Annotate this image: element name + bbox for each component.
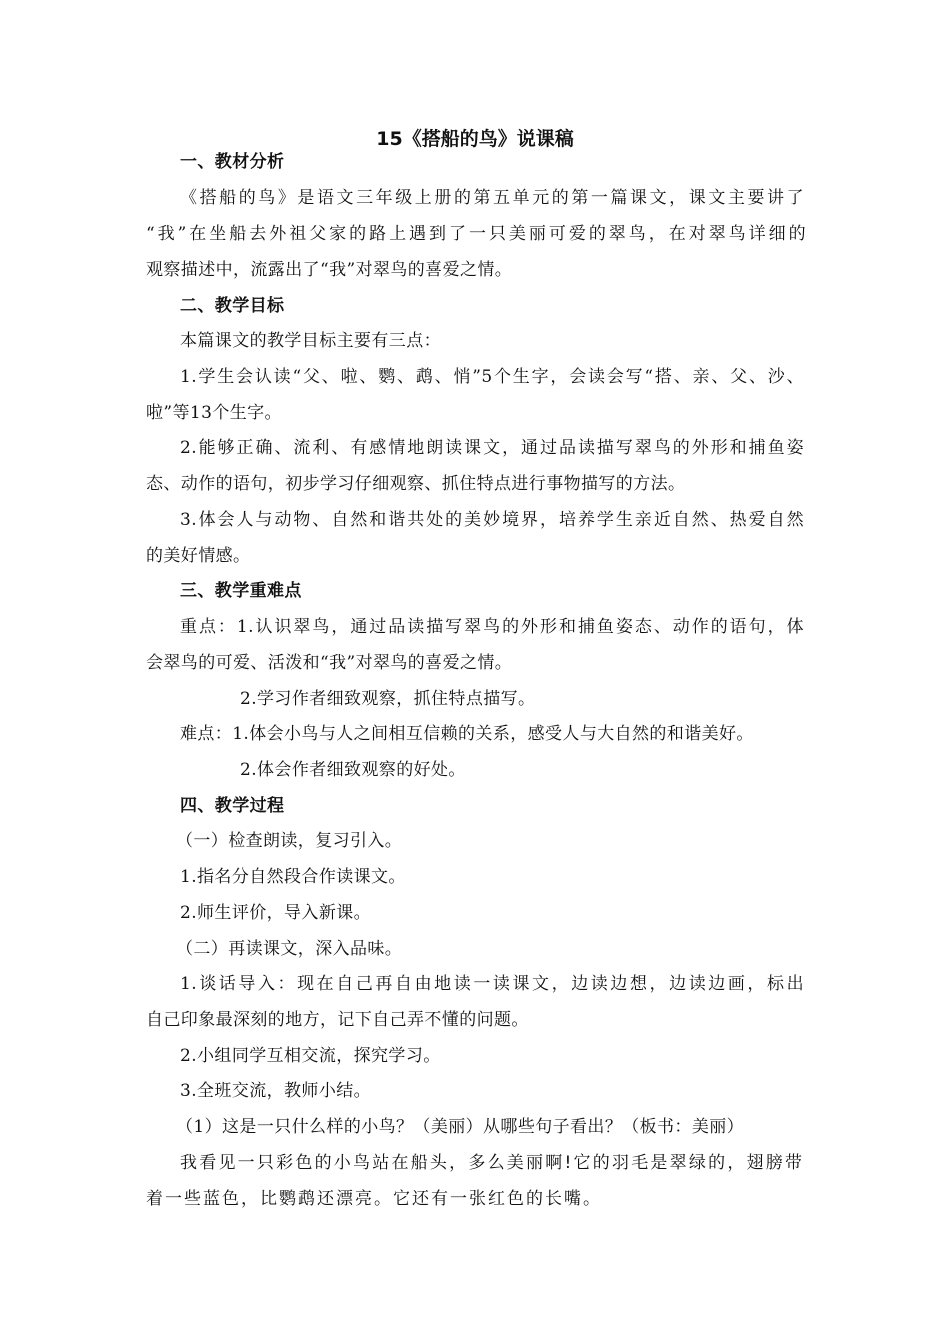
process-line: （一）检查朗读，复习引入。 (176, 831, 403, 851)
difficulty-line: 2.体会作者细致观察的好处。 (240, 760, 466, 780)
paragraph-line: 观察描述中，流露出了“我”对翠鸟的喜爱之情。 (146, 260, 513, 280)
paragraph-line: 本篇课文的教学目标主要有三点： (180, 331, 441, 351)
section-heading-key-difficulties: 三、教学重难点 (180, 581, 302, 601)
process-line: 1.谈话导入：现在自己再自由地读一读课文，边读边想，边读边画，标出 (180, 974, 804, 994)
paragraph-line: 《搭船的鸟》是语文三年级上册的第五单元的第一篇课文，课文主要讲了 (180, 188, 804, 208)
section-heading-textbook-analysis: 一、教材分析 (180, 152, 285, 172)
process-line: 2.小组同学互相交流，探究学习。 (180, 1046, 441, 1066)
process-line: （二）再读课文，深入品味。 (176, 939, 403, 959)
goal-item-line: 的美好情感。 (146, 546, 251, 566)
process-line: 1.指名分自然段合作读课文。 (180, 867, 406, 887)
goal-item-line: 2.能够正确、流利、有感情地朗读课文，通过品读描写翠鸟的外形和捕鱼姿 (180, 438, 804, 458)
key-point-line: 重点：1.认识翠鸟，通过品读描写翠鸟的外形和捕鱼姿态、动作的语句，体 (180, 617, 804, 637)
process-question-line: （1）这是一只什么样的小鸟？（美丽）从哪些句子看出？（板书：美丽） (176, 1117, 745, 1137)
goal-item-line: 啦”等13个生字。 (146, 403, 282, 423)
process-line: 自己印象最深刻的地方，记下自己弄不懂的问题。 (146, 1010, 529, 1030)
document-title: 15《搭船的鸟》说课稿 (376, 128, 574, 150)
quoted-text-line: 着一些蓝色，比鹦鹉还漂亮。它还有一张红色的长嘴。 (146, 1189, 602, 1209)
key-point-line: 会翠鸟的可爱、活泼和“我”对翠鸟的喜爱之情。 (146, 653, 513, 673)
section-heading-teaching-process: 四、教学过程 (180, 796, 285, 816)
goal-item-line: 3.体会人与动物、自然和谐共处的美妙境界，培养学生亲近自然、热爱自然 (180, 510, 804, 530)
goal-item-line: 态、动作的语句，初步学习仔细观察、抓住特点进行事物描写的方法。 (146, 474, 686, 494)
quoted-text-line: 我看见一只彩色的小鸟站在船头，多么美丽啊!它的羽毛是翠绿的，翅膀带 (180, 1153, 804, 1173)
section-heading-teaching-goals: 二、教学目标 (180, 296, 285, 316)
key-point-line: 2.学习作者细致观察，抓住特点描写。 (240, 689, 536, 709)
process-line: 2.师生评价，导入新课。 (180, 903, 372, 923)
process-line: 3.全班交流，教师小结。 (180, 1081, 372, 1101)
goal-item-line: 1.学生会认读“父、啦、鹦、鹉、悄”5个生字，会读会写“搭、亲、父、沙、 (180, 367, 804, 387)
difficulty-line: 难点：1.体会小鸟与人之间相互信赖的关系，感受人与大自然的和谐美好。 (180, 724, 754, 744)
paragraph-line: “我”在坐船去外祖父家的路上遇到了一只美丽可爱的翠鸟，在对翠鸟详细的 (146, 224, 806, 244)
